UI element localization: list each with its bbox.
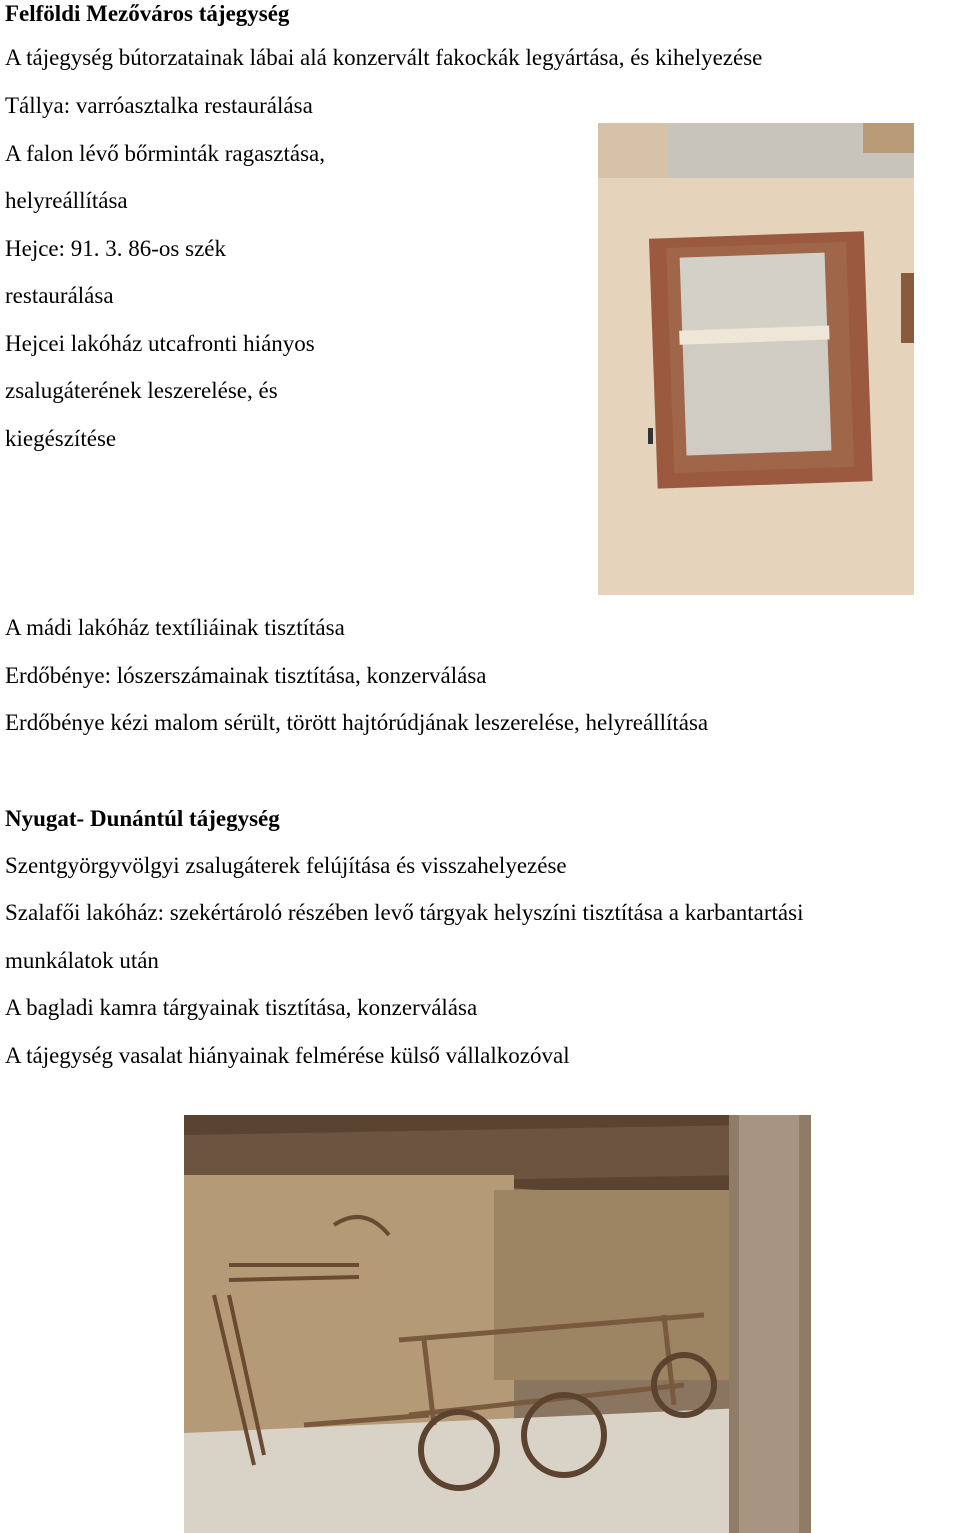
text-line: helyreállítása: [5, 188, 128, 213]
text-line: Erdőbénye kézi malom sérült, törött hajtórúdjának leszerelése, helyreállítása: [5, 710, 709, 735]
text-line: munkálatok után: [5, 948, 159, 973]
text-line: Hejce: 91. 3. 86-os szék: [5, 236, 226, 261]
text-line: Tállya: varróasztalka restaurálása: [5, 93, 313, 118]
section-heading-felfoldi: Felföldi Mezőváros tájegység: [5, 1, 290, 26]
text-line: Szalafői lakóház: szekértároló részében levő tárgyak helyszíni tisztítása a karbantartási: [5, 900, 804, 925]
text-line: restaurálása: [5, 283, 114, 308]
window-shutter-photo: [598, 123, 914, 595]
text-line: A mádi lakóház textíliáinak tisztítása: [5, 615, 345, 640]
text-line: Erdőbénye: lószerszámainak tisztítása, konzerválása: [5, 663, 487, 688]
text-line: Hejcei lakóház utcafronti hiányos: [5, 331, 315, 356]
text-line: A tájegység bútorzatainak lábai alá konzervált fakockák legyártása, és kihelyezése: [5, 45, 763, 70]
text-line: zsalugáterének leszerelése, és: [5, 378, 278, 403]
text-line: A falon lévő bőrminták ragasztása,: [5, 141, 325, 166]
text-line: A bagladi kamra tárgyainak tisztítása, konzerválása: [5, 995, 478, 1020]
section-heading-nyugat-dunantul: Nyugat- Dunántúl tájegység: [5, 806, 280, 831]
barn-wagon-photo: [184, 1115, 811, 1533]
text-line: Szentgyörgyvölgyi zsalugáterek felújítása és visszahelyezése: [5, 853, 567, 878]
text-line: A tájegység vasalat hiányainak felmérése külső vállalkozóval: [5, 1043, 570, 1068]
text-line: kiegészítése: [5, 426, 117, 451]
